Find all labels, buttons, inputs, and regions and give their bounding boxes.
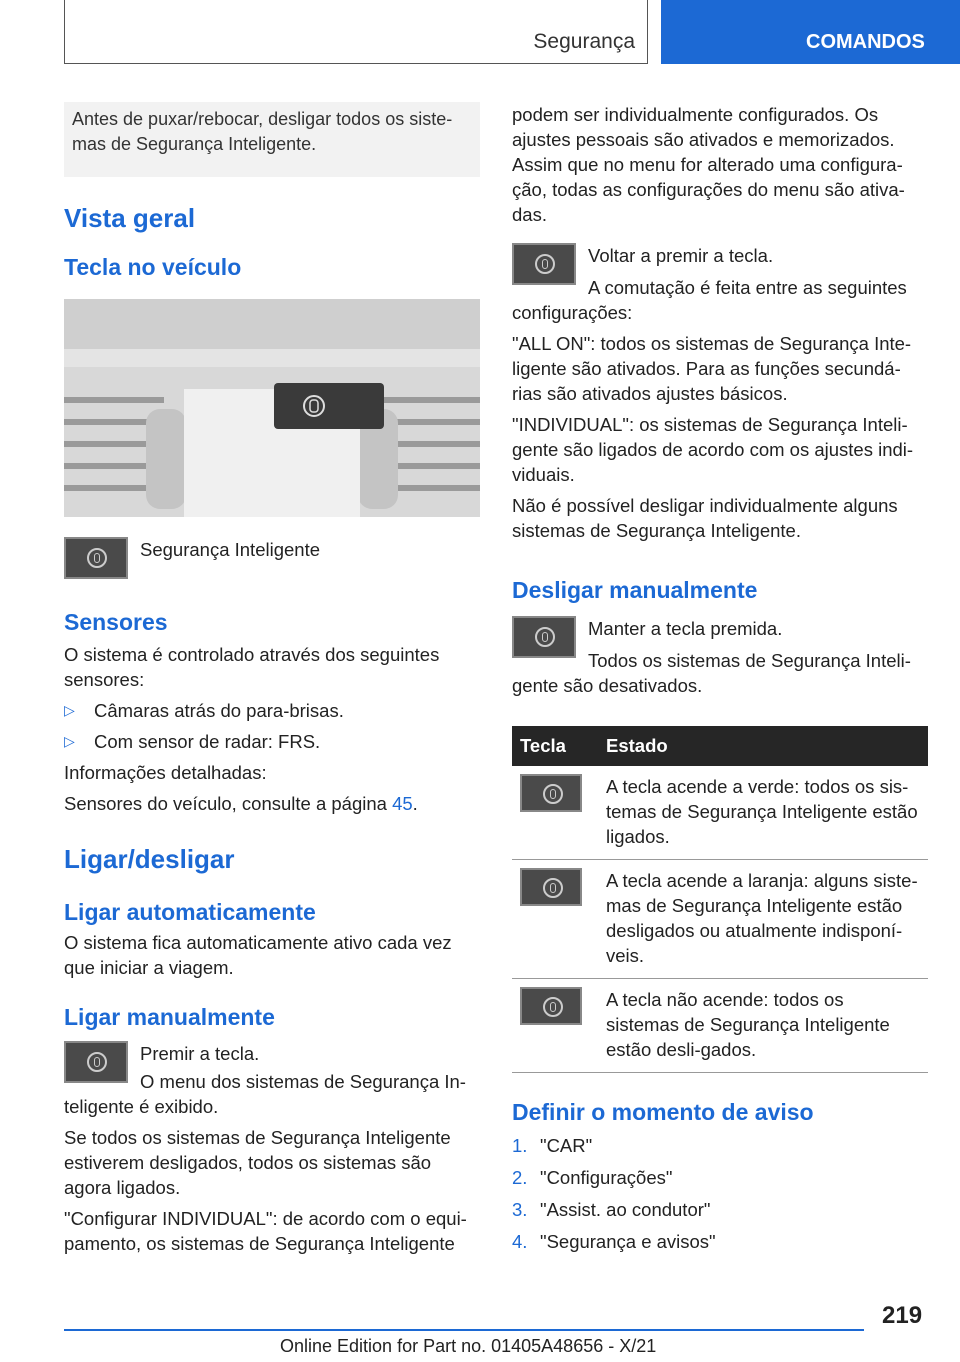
safety-key-icon <box>64 537 128 579</box>
chapter-tab <box>661 0 960 64</box>
page-number: 219 <box>882 1302 923 1329</box>
sensors-intro: O sistema é controlado através dos seguintes sensores: <box>64 644 440 690</box>
list-item: 4. "Segurança e avisos" <box>512 1231 716 1252</box>
individual-text: "INDIVIDUAL": os sistemas de Segurança Inteli‐gente são ligados de acordo com os ajustes indi‐viduais. <box>512 414 914 485</box>
manual-individual-text: "Configurar INDIVIDUAL": de acordo com o equi‐pamento, os sistemas de Segurança Inteligente <box>64 1208 467 1254</box>
off-text: Todos os sistemas de Segurança Inteli‐gente são desativados. <box>512 650 911 696</box>
note-box: Antes de puxar/rebocar, desligar todos os siste‐mas de Segurança Inteligente. <box>64 102 480 177</box>
allon-text: "ALL ON": todos os sistemas de Segurança Inte‐ligente são ativados. Para as funções secundá‐rias são ativados ajustes básicos. <box>512 333 912 404</box>
list-item: 3. "Assist. ao condutor" <box>512 1199 711 1220</box>
safety-key-icon <box>512 616 576 658</box>
list-item: ▷ Com sensor de radar: FRS. <box>64 731 321 752</box>
heading-auto: Ligar automaticamente <box>64 899 316 925</box>
manual-all-text: Se todos os sistemas de Segurança Inteligente estiverem desligados, todos os sistemas são agora ligados. <box>64 1127 451 1198</box>
again-step: Voltar a premir a tecla. <box>588 245 774 266</box>
section-title: Segurança <box>533 30 635 53</box>
list-item: ▷ Câmaras atrás do para‐brisas. <box>64 700 344 721</box>
page-link[interactable]: 45 <box>392 793 413 814</box>
list-item: 2. "Configurações" <box>512 1167 673 1188</box>
footer-edition: Online Edition for Part no. 01405A48656 - X/21 <box>280 1336 657 1356</box>
heading-off: Desligar manualmente <box>512 577 758 603</box>
table-header: Tecla <box>512 726 598 766</box>
auto-text: O sistema fica automaticamente ativo cada vez que iniciar a viagem. <box>64 932 452 978</box>
right-column <box>512 102 928 1254</box>
table-cell: A tecla acende a verde: todos os sis‐temas de Segurança Inteligente estão ligados. <box>598 766 928 860</box>
table-header: Estado <box>598 726 928 766</box>
key-caption: Segurança Inteligente <box>140 539 320 560</box>
heading-overview: Vista geral <box>64 203 196 233</box>
safety-key-icon <box>520 987 582 1025</box>
header-box <box>64 0 648 64</box>
again-text: A comutação é feita entre as seguintes configurações: <box>512 277 907 323</box>
info-label: Informações detalhadas: <box>64 762 267 783</box>
key-caption-row <box>64 537 480 579</box>
page-reference: Sensores do veículo, consulte a página 45. <box>64 793 418 814</box>
list-item: 1. "CAR" <box>512 1135 593 1156</box>
continued-text: podem ser individualmente configurados. Os ajustes pessoais são ativados e memorizados. Assim que no menu for alterado uma configura‐ção, todas as configurações do menu são ativa‐das. <box>512 104 905 225</box>
heading-warning: Definir o momento de aviso <box>512 1099 814 1125</box>
safety-key-icon <box>64 1041 128 1083</box>
vehicle-key-photo <box>64 299 480 517</box>
heading-manual: Ligar manualmente <box>64 1004 275 1030</box>
heading-sensors: Sensores <box>64 609 168 635</box>
left-column <box>64 102 480 1256</box>
safety-key-icon <box>520 868 582 906</box>
table-cell: A tecla não acende: todos os sistemas de Segurança Inteligente estão desli‐gados. <box>598 979 928 1073</box>
status-table <box>512 726 928 1073</box>
manual-menu-text: O menu dos sistemas de Segurança In‐teligente é exibido. <box>64 1071 466 1117</box>
off-step: Manter a tecla premida. <box>588 618 783 639</box>
manual-step: Premir a tecla. <box>140 1043 260 1064</box>
table-cell: A tecla acende a laranja: alguns siste‐mas de Segurança Inteligente estão desligados ou atualmente indisponí‐veis. <box>598 860 928 979</box>
table-row <box>512 766 928 860</box>
notall-text: Não é possível desligar individualmente alguns sistemas de Segurança Inteligente. <box>512 495 898 541</box>
safety-key-icon <box>520 774 582 812</box>
heading-key: Tecla no veículo <box>64 254 242 280</box>
safety-key-icon <box>512 243 576 285</box>
chapter-title: COMANDOS <box>806 31 925 53</box>
footer-divider <box>64 1329 864 1331</box>
heading-onoff: Ligar/desligar <box>64 844 235 874</box>
table-row <box>512 860 928 979</box>
table-row <box>512 979 928 1073</box>
